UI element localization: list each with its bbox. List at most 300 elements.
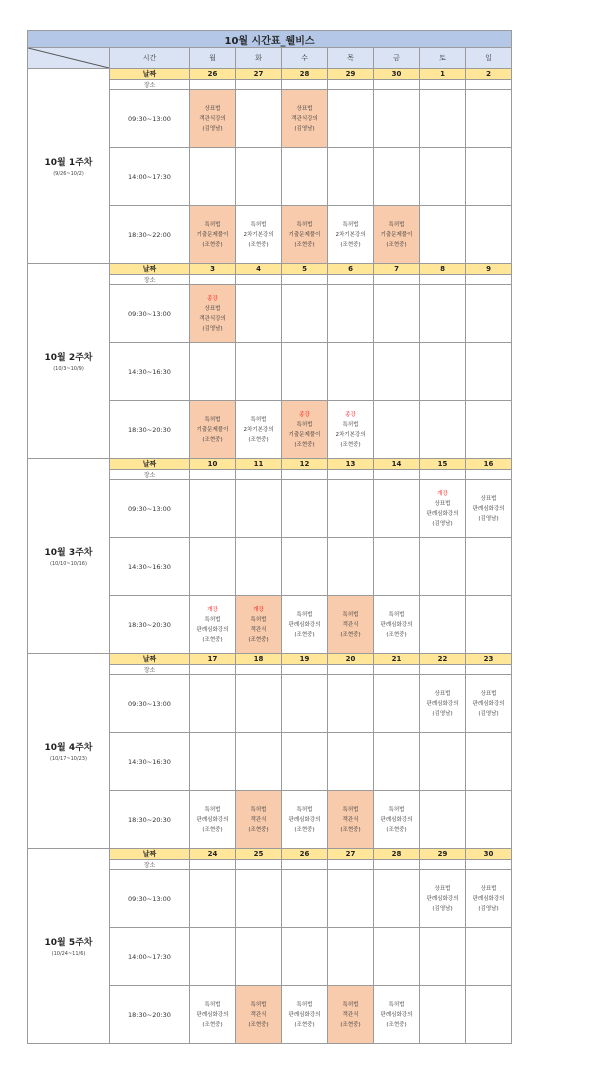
class-cell xyxy=(328,986,374,1044)
empty-cell xyxy=(374,538,420,596)
empty-cell xyxy=(190,480,236,538)
date-number: 3 xyxy=(190,264,236,275)
class-info-line: (조현중) xyxy=(340,241,361,248)
place-cell xyxy=(328,470,374,480)
place-cell xyxy=(328,860,374,870)
date-number: 8 xyxy=(420,264,466,275)
empty-cell xyxy=(282,870,328,928)
date-number: 29 xyxy=(420,849,466,860)
empty-cell xyxy=(282,538,328,596)
class-info-line: 특허법 xyxy=(388,806,405,813)
empty-cell xyxy=(190,538,236,596)
place-cell xyxy=(374,80,420,90)
time-header: 시간 xyxy=(110,48,190,69)
time-slot-label: 14:30~16:30 xyxy=(110,538,190,596)
empty-cell xyxy=(374,870,420,928)
class-cell xyxy=(282,401,328,459)
class-cell xyxy=(282,90,328,148)
empty-cell xyxy=(420,343,466,401)
place-cell xyxy=(328,275,374,285)
class-info-line: (조현중) xyxy=(294,826,315,833)
class-cell xyxy=(190,285,236,343)
week-title: 10월 3주차 xyxy=(44,548,93,558)
date-row xyxy=(28,849,512,860)
empty-cell xyxy=(328,148,374,206)
class-info-line: 특허법 xyxy=(342,1001,359,1008)
date-number: 30 xyxy=(374,69,420,80)
place-cell xyxy=(282,275,328,285)
time-slot-label: 09:30~13:00 xyxy=(110,480,190,538)
empty-cell xyxy=(328,733,374,791)
status-note: 개강 xyxy=(437,490,448,497)
empty-cell xyxy=(328,538,374,596)
class-cell xyxy=(420,870,466,928)
day-header: 목 xyxy=(328,48,374,69)
empty-cell xyxy=(236,675,282,733)
class-info-line: (조현중) xyxy=(248,241,269,248)
class-cell xyxy=(236,206,282,264)
day-header: 토 xyxy=(420,48,466,69)
class-info-line: 특허법 xyxy=(342,221,359,228)
place-cell xyxy=(420,470,466,480)
class-cell xyxy=(236,791,282,849)
empty-cell xyxy=(236,343,282,401)
week-title: 10월 4주차 xyxy=(44,743,93,753)
place-cell xyxy=(374,470,420,480)
class-info-line: 특허법 xyxy=(388,1001,405,1008)
empty-cell xyxy=(374,733,420,791)
time-slot-label: 18:30~20:30 xyxy=(110,791,190,849)
class-info-line: 판례심화강의 xyxy=(196,626,229,633)
class-info-line: (조현중) xyxy=(202,436,223,443)
date-label: 날짜 xyxy=(110,654,190,665)
day-header: 일 xyxy=(466,48,512,69)
class-info-line: 특허법 xyxy=(204,616,221,623)
class-info-line: 특허법 xyxy=(250,221,267,228)
place-cell xyxy=(236,860,282,870)
date-label: 날짜 xyxy=(110,459,190,470)
class-info-line: (조현중) xyxy=(202,826,223,833)
class-cell xyxy=(328,206,374,264)
empty-cell xyxy=(236,480,282,538)
day-header: 화 xyxy=(236,48,282,69)
empty-cell xyxy=(190,733,236,791)
empty-cell xyxy=(466,401,512,459)
empty-cell xyxy=(374,90,420,148)
empty-cell xyxy=(236,870,282,928)
time-slot-label: 09:30~13:00 xyxy=(110,90,190,148)
class-info-line: (김영남) xyxy=(478,710,499,717)
empty-cell xyxy=(190,870,236,928)
class-info-line: 판례심화강의 xyxy=(196,1011,229,1018)
class-info-line: (조현중) xyxy=(340,826,361,833)
place-cell xyxy=(420,860,466,870)
place-cell xyxy=(466,275,512,285)
date-number: 18 xyxy=(236,654,282,665)
class-info-line: 특허법 xyxy=(296,221,313,228)
class-info-line: 판례심화강의 xyxy=(426,510,459,517)
class-info-line: 객관식강의 xyxy=(199,115,226,122)
header-row xyxy=(28,48,512,69)
class-info-line: (조현중) xyxy=(294,441,315,448)
class-info-line: 특허법 xyxy=(342,611,359,618)
empty-cell xyxy=(328,870,374,928)
place-cell xyxy=(328,80,374,90)
class-info-line: 상표법 xyxy=(480,885,497,892)
day-header: 월 xyxy=(190,48,236,69)
class-info-line: 상표법 xyxy=(434,690,451,697)
date-number: 16 xyxy=(466,459,512,470)
class-info-line: 상표법 xyxy=(480,495,497,502)
date-number: 9 xyxy=(466,264,512,275)
empty-cell xyxy=(282,285,328,343)
class-info-line: 객관식 xyxy=(342,816,359,823)
place-cell xyxy=(420,80,466,90)
date-number: 2 xyxy=(466,69,512,80)
class-info-line: 상표법 xyxy=(434,885,451,892)
class-cell xyxy=(420,480,466,538)
class-info-line: 판례심화강의 xyxy=(472,700,505,707)
week-label-cell xyxy=(28,459,110,654)
class-cell xyxy=(190,401,236,459)
time-slot-label: 18:30~20:30 xyxy=(110,596,190,654)
class-info-line: 판례심화강의 xyxy=(426,700,459,707)
class-info-line: (김영남) xyxy=(432,710,453,717)
time-slot-label: 14:30~16:30 xyxy=(110,733,190,791)
empty-cell xyxy=(374,148,420,206)
place-cell xyxy=(282,665,328,675)
date-label: 날짜 xyxy=(110,264,190,275)
week-range: (10/24~11/6) xyxy=(51,951,86,957)
date-number: 26 xyxy=(190,69,236,80)
class-cell xyxy=(190,986,236,1044)
page-title: 10월 시간표_웰비스 xyxy=(28,31,512,48)
empty-cell xyxy=(466,928,512,986)
place-cell xyxy=(466,470,512,480)
date-row xyxy=(28,654,512,665)
class-info-line: (김영남) xyxy=(478,515,499,522)
date-number: 6 xyxy=(328,264,374,275)
class-info-line: 판례심화강의 xyxy=(426,895,459,902)
class-info-line: 객관식 xyxy=(342,621,359,628)
class-info-line: (조현중) xyxy=(248,1021,269,1028)
place-cell xyxy=(282,470,328,480)
empty-cell xyxy=(190,675,236,733)
class-info-line: 기출문제풀이 xyxy=(288,431,321,438)
class-info-line: (조현중) xyxy=(202,241,223,248)
status-note: 개강 xyxy=(207,606,218,613)
place-cell xyxy=(190,665,236,675)
week-label-cell xyxy=(28,849,110,1044)
class-info-line: 상표법 xyxy=(296,105,313,112)
class-info-line: (조현중) xyxy=(386,631,407,638)
status-note: 개강 xyxy=(253,606,264,613)
empty-cell xyxy=(374,343,420,401)
class-info-line: 객관식강의 xyxy=(291,115,318,122)
class-info-line: (조현중) xyxy=(294,241,315,248)
class-info-line: 특허법 xyxy=(296,421,313,428)
class-info-line: 판례심화강의 xyxy=(380,816,413,823)
empty-cell xyxy=(328,675,374,733)
class-info-line: (조현중) xyxy=(248,636,269,643)
class-info-line: 판례심화강의 xyxy=(288,1011,321,1018)
class-info-line: 기출문제풀이 xyxy=(196,426,229,433)
week-range: (9/26~10/2) xyxy=(53,171,84,177)
diagonal-corner-cell xyxy=(28,48,110,69)
place-cell xyxy=(190,470,236,480)
class-cell xyxy=(236,986,282,1044)
empty-cell xyxy=(328,285,374,343)
empty-cell xyxy=(466,148,512,206)
empty-cell xyxy=(466,343,512,401)
class-info-line: (김영남) xyxy=(432,905,453,912)
place-label: 장소 xyxy=(110,80,190,90)
place-cell xyxy=(374,275,420,285)
week-title: 10월 1주차 xyxy=(44,158,93,168)
class-info-line: 객관식 xyxy=(250,816,267,823)
class-info-line: 판례심화강의 xyxy=(380,1011,413,1018)
timetable xyxy=(27,30,512,1044)
time-slot-label: 18:30~20:30 xyxy=(110,986,190,1044)
class-info-line: 객관식강의 xyxy=(199,315,226,322)
time-slot-label: 14:00~17:30 xyxy=(110,148,190,206)
week-label-cell xyxy=(28,654,110,849)
empty-cell xyxy=(190,343,236,401)
place-label: 장소 xyxy=(110,665,190,675)
date-number: 30 xyxy=(466,849,512,860)
class-info-line: 특허법 xyxy=(204,221,221,228)
date-number: 11 xyxy=(236,459,282,470)
empty-cell xyxy=(420,791,466,849)
empty-cell xyxy=(282,928,328,986)
place-cell xyxy=(282,860,328,870)
empty-cell xyxy=(420,928,466,986)
time-slot-label: 14:30~16:30 xyxy=(110,343,190,401)
date-number: 27 xyxy=(236,69,282,80)
class-info-line: 특허법 xyxy=(250,616,267,623)
class-cell xyxy=(374,986,420,1044)
class-info-line: (김영남) xyxy=(294,125,315,132)
class-info-line: 특허법 xyxy=(388,221,405,228)
place-cell xyxy=(236,665,282,675)
class-cell xyxy=(236,401,282,459)
date-number: 29 xyxy=(328,69,374,80)
class-info-line: 객관식 xyxy=(342,1011,359,1018)
class-info-line: (조현중) xyxy=(202,1021,223,1028)
empty-cell xyxy=(420,285,466,343)
class-info-line: (조현중) xyxy=(340,1021,361,1028)
class-cell xyxy=(282,986,328,1044)
empty-cell xyxy=(374,285,420,343)
place-cell xyxy=(374,860,420,870)
date-number: 13 xyxy=(328,459,374,470)
empty-cell xyxy=(466,733,512,791)
class-cell xyxy=(374,206,420,264)
date-label: 날짜 xyxy=(110,849,190,860)
empty-cell xyxy=(236,148,282,206)
date-number: 21 xyxy=(374,654,420,665)
empty-cell xyxy=(466,596,512,654)
empty-cell xyxy=(236,285,282,343)
class-info-line: (조현중) xyxy=(340,441,361,448)
week-label-cell xyxy=(28,264,110,459)
empty-cell xyxy=(420,733,466,791)
class-info-line: (김영남) xyxy=(202,325,223,332)
class-cell xyxy=(190,596,236,654)
class-info-line: 상표법 xyxy=(434,500,451,507)
place-cell xyxy=(420,275,466,285)
class-info-line: 판례심화강의 xyxy=(380,621,413,628)
empty-cell xyxy=(190,148,236,206)
class-info-line: 특허법 xyxy=(296,611,313,618)
date-number: 10 xyxy=(190,459,236,470)
class-info-line: 특허법 xyxy=(204,1001,221,1008)
class-info-line: 특허법 xyxy=(388,611,405,618)
time-slot-label: 14:00~17:30 xyxy=(110,928,190,986)
class-info-line: (조현중) xyxy=(248,436,269,443)
empty-cell xyxy=(420,401,466,459)
time-slot-label: 09:30~13:00 xyxy=(110,675,190,733)
class-cell xyxy=(328,596,374,654)
class-info-line: 특허법 xyxy=(250,416,267,423)
class-cell xyxy=(190,90,236,148)
class-info-line: (김영남) xyxy=(202,125,223,132)
place-cell xyxy=(282,80,328,90)
class-info-line: 특허법 xyxy=(204,416,221,423)
week-label-cell xyxy=(28,69,110,264)
week-range: (10/10~10/16) xyxy=(50,561,87,567)
date-number: 1 xyxy=(420,69,466,80)
class-info-line: (조현중) xyxy=(386,241,407,248)
empty-cell xyxy=(374,928,420,986)
week-range: (10/3~10/9) xyxy=(53,366,84,372)
place-cell xyxy=(236,80,282,90)
week-title: 10월 5주차 xyxy=(44,938,93,948)
date-number: 26 xyxy=(282,849,328,860)
date-number: 7 xyxy=(374,264,420,275)
empty-cell xyxy=(236,90,282,148)
class-info-line: 특허법 xyxy=(296,1001,313,1008)
class-cell xyxy=(420,675,466,733)
day-header: 금 xyxy=(374,48,420,69)
class-info-line: 특허법 xyxy=(250,1001,267,1008)
empty-cell xyxy=(282,148,328,206)
empty-cell xyxy=(466,791,512,849)
timetable-sheet xyxy=(27,30,511,1044)
time-slot-label: 09:30~13:00 xyxy=(110,285,190,343)
status-note: 종강 xyxy=(207,295,218,302)
class-info-line: (조현중) xyxy=(386,826,407,833)
status-note: 종강 xyxy=(345,411,356,418)
empty-cell xyxy=(374,675,420,733)
class-info-line: (김영남) xyxy=(432,520,453,527)
class-info-line: 특허법 xyxy=(342,806,359,813)
date-number: 28 xyxy=(374,849,420,860)
empty-cell xyxy=(236,538,282,596)
empty-cell xyxy=(466,285,512,343)
class-cell xyxy=(282,791,328,849)
class-info-line: 객관식 xyxy=(250,626,267,633)
class-info-line: 2차기본강의 xyxy=(335,231,366,238)
week-title: 10월 2주차 xyxy=(44,353,93,363)
place-cell xyxy=(236,470,282,480)
date-number: 24 xyxy=(190,849,236,860)
week-range: (10/17~10/23) xyxy=(50,756,87,762)
class-info-line: 판례심화강의 xyxy=(288,621,321,628)
date-number: 23 xyxy=(466,654,512,665)
empty-cell xyxy=(420,986,466,1044)
empty-cell xyxy=(466,90,512,148)
class-info-line: 기출문제풀이 xyxy=(288,231,321,238)
date-row xyxy=(28,459,512,470)
date-number: 4 xyxy=(236,264,282,275)
class-cell xyxy=(374,596,420,654)
time-slot-label: 18:30~20:30 xyxy=(110,401,190,459)
day-header: 수 xyxy=(282,48,328,69)
place-label: 장소 xyxy=(110,860,190,870)
class-cell xyxy=(328,401,374,459)
place-cell xyxy=(328,665,374,675)
class-cell xyxy=(190,206,236,264)
date-number: 14 xyxy=(374,459,420,470)
empty-cell xyxy=(282,343,328,401)
empty-cell xyxy=(328,928,374,986)
class-info-line: 판례심화강의 xyxy=(288,816,321,823)
class-cell xyxy=(466,870,512,928)
date-number: 19 xyxy=(282,654,328,665)
date-label: 날짜 xyxy=(110,69,190,80)
empty-cell xyxy=(420,90,466,148)
date-row xyxy=(28,69,512,80)
class-info-line: 특허법 xyxy=(250,806,267,813)
class-info-line: 상표법 xyxy=(204,105,221,112)
date-row xyxy=(28,264,512,275)
date-number: 12 xyxy=(282,459,328,470)
empty-cell xyxy=(420,596,466,654)
place-cell xyxy=(190,860,236,870)
date-number: 15 xyxy=(420,459,466,470)
class-cell xyxy=(466,675,512,733)
class-info-line: 2차기본강의 xyxy=(243,426,274,433)
class-info-line: 기출문제풀이 xyxy=(380,231,413,238)
class-cell xyxy=(328,791,374,849)
empty-cell xyxy=(282,675,328,733)
class-info-line: (김영남) xyxy=(478,905,499,912)
date-number: 20 xyxy=(328,654,374,665)
empty-cell xyxy=(374,401,420,459)
place-label: 장소 xyxy=(110,470,190,480)
class-info-line: 특허법 xyxy=(204,806,221,813)
class-info-line: 상표법 xyxy=(480,690,497,697)
empty-cell xyxy=(328,480,374,538)
empty-cell xyxy=(466,538,512,596)
class-info-line: 2차기본강의 xyxy=(243,231,274,238)
class-info-line: (조현중) xyxy=(248,826,269,833)
empty-cell xyxy=(190,928,236,986)
place-cell xyxy=(466,80,512,90)
class-info-line: 상표법 xyxy=(204,305,221,312)
place-cell xyxy=(190,275,236,285)
class-info-line: 2차기본강의 xyxy=(335,431,366,438)
empty-cell xyxy=(328,90,374,148)
place-cell xyxy=(420,665,466,675)
empty-cell xyxy=(236,733,282,791)
class-info-line: 기출문제풀이 xyxy=(196,231,229,238)
class-cell xyxy=(466,480,512,538)
empty-cell xyxy=(282,480,328,538)
class-info-line: (조현중) xyxy=(202,636,223,643)
class-info-line: (조현중) xyxy=(294,631,315,638)
